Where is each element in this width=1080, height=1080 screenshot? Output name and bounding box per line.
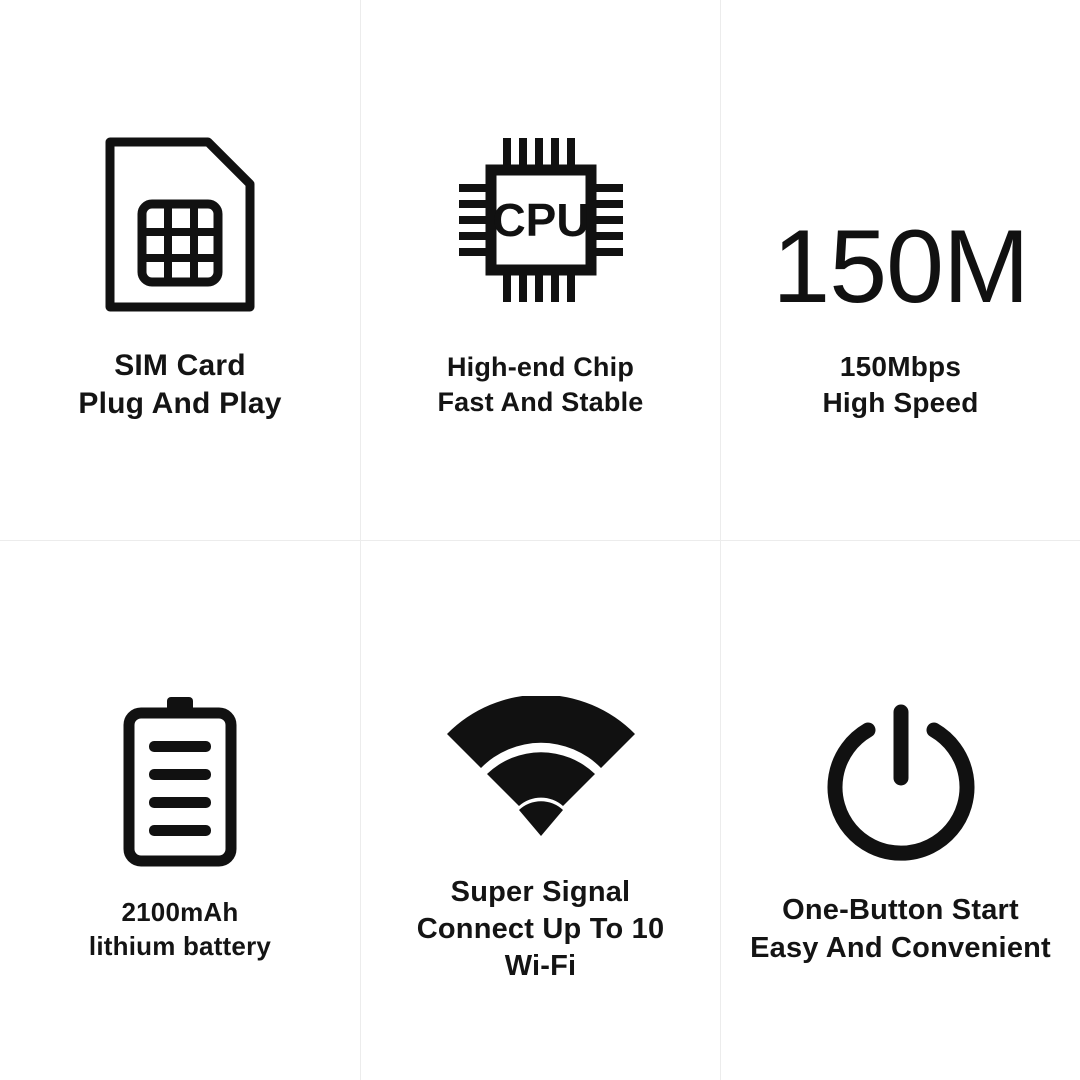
caption-line: High Speed	[822, 387, 979, 418]
feature-caption-signal	[417, 874, 665, 985]
caption-line: 150Mbps	[839, 351, 962, 383]
caption-line: SIM Card	[114, 348, 246, 382]
sim-card-icon	[100, 117, 260, 317]
caption-line: Super Signal	[450, 875, 631, 908]
feature-cell-cpu	[360, 0, 720, 540]
cpu-chip-icon	[441, 120, 641, 320]
cpu-icon-label: CPU	[491, 194, 590, 247]
feature-cell-battery	[0, 540, 360, 1080]
feature-cell-sim-card	[0, 0, 360, 540]
power-button-icon	[821, 654, 981, 864]
feature-cell-speed	[720, 0, 1080, 540]
wifi-signal-icon	[441, 636, 641, 846]
feature-caption-cpu	[437, 350, 643, 419]
caption-line: One-Button Start	[782, 894, 1019, 927]
battery-icon	[115, 658, 245, 868]
caption-line: lithium battery	[88, 930, 272, 961]
caption-line: Fast And Stable	[437, 387, 644, 417]
feature-caption-battery	[89, 896, 271, 963]
caption-line: Wi-Fi	[504, 950, 577, 983]
caption-line: Plug And Play	[78, 387, 282, 420]
caption-line: 2100mAh	[121, 897, 239, 928]
speed-text-icon	[772, 119, 1029, 326]
feature-caption-speed	[822, 349, 978, 421]
feature-cell-signal	[360, 540, 720, 1080]
speed-value: 150M	[772, 209, 1029, 326]
feature-caption-sim-card	[78, 347, 281, 424]
feature-caption-power	[750, 892, 1051, 966]
caption-line: Connect Up To 10	[416, 912, 665, 945]
feature-cell-power	[720, 540, 1080, 1080]
caption-line: Easy And Convenient	[750, 931, 1051, 964]
caption-line: High-end Chip	[446, 352, 635, 383]
